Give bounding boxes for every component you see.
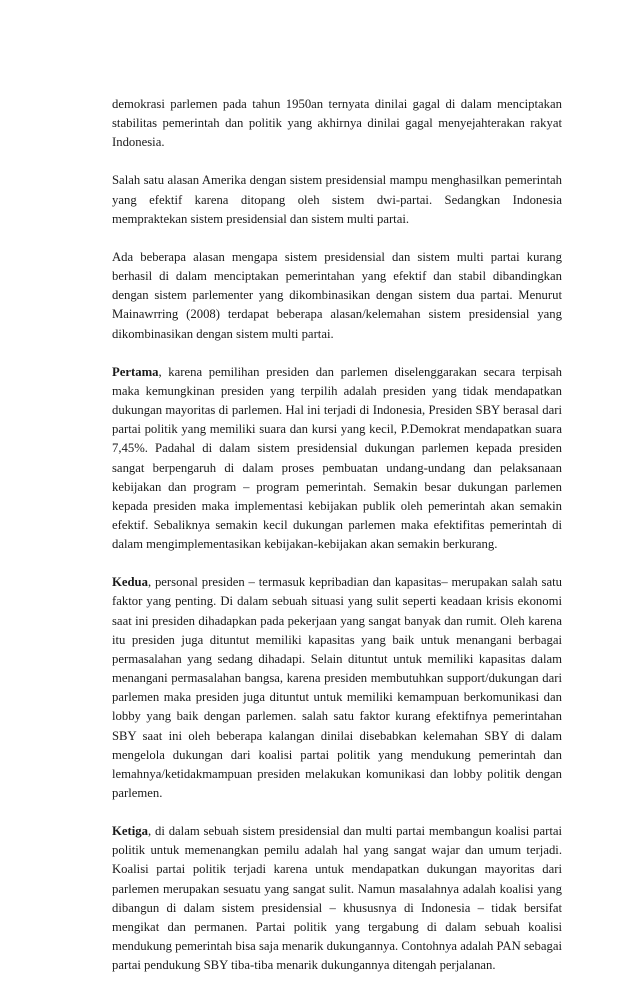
paragraph-ketiga-text: , di dalam sebuah sistem presidensial dan multi partai membangun koalisi partai politik untuk memenangkan pemilu adalah hal yang sangat wajar dan umum terjadi. Koalisi partai politik terjadi karena untuk mendapatkan dukungan mayoritas dari parlemen merupakan sesuatu yang sangat sulit. Namun masalahnya adalah koalisi yang dibangun di dalam sistem presidensial – khususnya di Indonesia – tidak bersifat mengikat dan permanen. Partai politik yang tergabung di dalam sebuah koalisi mendukung pemerintah bisa saja menarik dukungannya. Contohnya adalah PAN sebagai partai pendukung SBY tiba-tiba menarik dukungannya ditengah perjalanan. <box>112 824 562 973</box>
paragraph-3 <box>112 248 562 344</box>
document-body <box>112 95 562 994</box>
paragraph-ketiga-lead: Ketiga <box>112 824 148 839</box>
paragraph-1-text: demokrasi parlemen pada tahun 1950an ternyata dinilai gagal di dalam menciptakan stabilitas pemerintah dan politik yang akhirnya dinilai gagal menyejahterakan rakyat Indonesia. <box>112 97 562 150</box>
paragraph-pertama <box>112 363 562 555</box>
paragraph-pertama-text: , karena pemilihan presiden dan parlemen diselenggarakan secara terpisah maka kemungkinan presiden yang terpilih adalah presiden yang tidak mendapatkan dukungan mayoritas di parlemen. Hal ini terjadi di Indonesia, Presiden SBY berasal dari partai politik yang memiliki suara dan kursi yang kecil, P.Demokrat mendapatkan suara 7,45%. Padahal di dalam sistem presidensial dukungan parlemen kepada presiden sangat berpengaruh di dalam proses pembuatan undang-undang dan pelaksanaan kebijakan dan program – program pemerintah. Semakin besar dukungan parlemen kepada presiden maka implementasi kebijakan publik oleh pemerintah akan semakin efektif. Sebaliknya semakin kecil dukungan parlemen maka efektifitas pemerintah di dalam mengimplementasikan kebijakan-kebijakan akan semakin berkurang. <box>112 364 562 552</box>
paragraph-1 <box>112 95 562 152</box>
paragraph-ketiga <box>112 822 562 975</box>
paragraph-kedua-text: , personal presiden – termasuk kepribadian dan kapasitas– merupakan salah satu faktor yang penting. Di dalam sebuah situasi yang sulit seperti keadaan krisis ekonomi saat ini presiden dihadapkan pada pekerjaan yang sangat banyak dan rumit. Oleh karena itu presiden juga dituntut memiliki kapasitas yang baik untuk menangani berbagai permasalahan yang sedang dihadapi. Selain dituntut untuk memiliki kapasitas dalam menangani permasalahan bangsa, karena presiden membutuhkan support/dukungan dari parlemen maka presiden juga dituntut untuk memiliki kemampuan berkomunikasi dan lobby yang baik dengan parlemen. salah satu faktor kurang efektifnya pemerintahan SBY saat ini oleh beberapa kalangan dinilai disebabkan kelemahan SBY di dalam mengelola dukungan dari koalisi partai politik yang mendukung pemerintah dan lemahnya/ketidakmampuan presiden melakukan komunikasi dan lobby politik dengan parlemen. <box>112 575 562 800</box>
paragraph-2-text: Salah satu alasan Amerika dengan sistem presidensial mampu menghasilkan pemerintah yang efektif karena ditopang oleh sistem dwi-partai. Sedangkan Indonesia mempraktekan sistem presidensial dan sistem multi partai. <box>112 173 562 226</box>
paragraph-2 <box>112 171 562 228</box>
paragraph-kedua <box>112 573 562 803</box>
paragraph-3-text: Ada beberapa alasan mengapa sistem presidensial dan sistem multi partai kurang berhasil di dalam menciptakan pemerintahan yang efektif dan stabil dibandingkan dengan sistem parlementer yang dikombinasikan dengan sistem dua partai. Menurut Mainawrring (2008) terdapat beberapa alasan/kelemahan sistem presidensial yang dikombinasikan dengan sistem multi partai. <box>112 249 562 341</box>
paragraph-pertama-lead: Pertama <box>112 364 159 379</box>
paragraph-kedua-lead: Kedua <box>112 575 148 590</box>
